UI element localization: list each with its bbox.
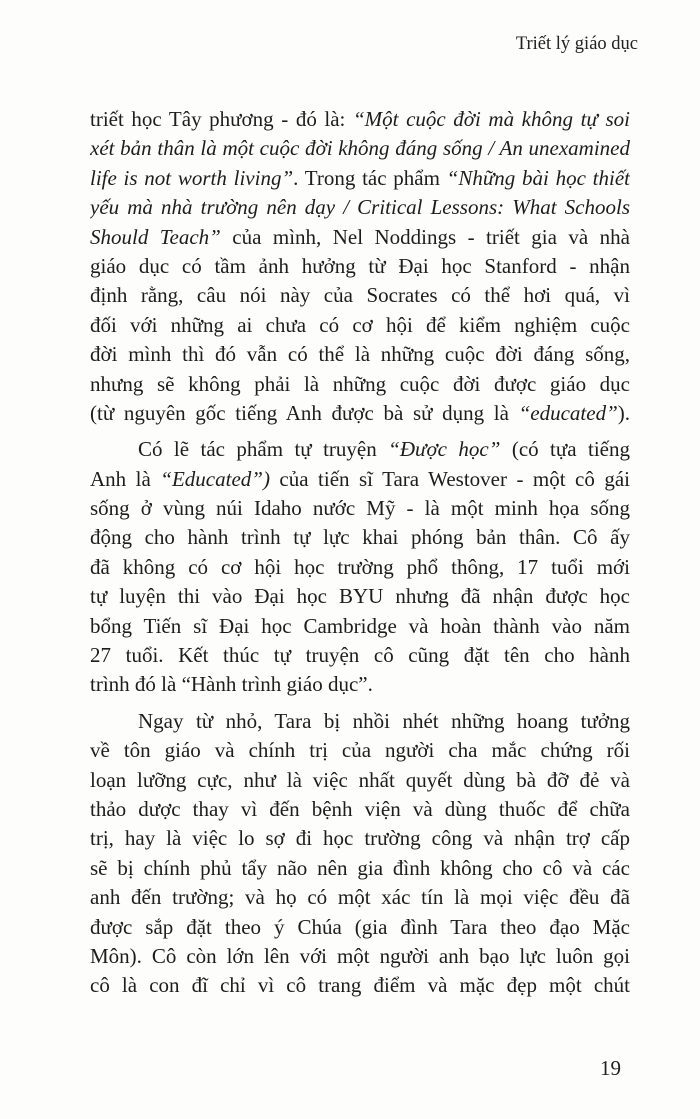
- text-line: [90, 465, 630, 494]
- italic-text: yếu mà nhà trường nên dạy / Critical Lessons: What Schools: [90, 195, 630, 220]
- text-line: [90, 707, 630, 736]
- text-run: loạn lưỡng cực, như là việc nhất quyết dùng bà đỡ đẻ và: [90, 767, 630, 792]
- text-line: [90, 105, 630, 134]
- text-run: của tiến sĩ Tara Westover - một cô gái: [269, 466, 630, 491]
- text-line: [90, 370, 630, 399]
- text-run: đối với những ai chưa có cơ hội để kiểm nghiệm cuộc: [90, 312, 630, 337]
- text-line: [90, 340, 630, 369]
- text-line: [90, 281, 630, 310]
- text-line: [90, 670, 630, 699]
- text-run: Có lẽ tác phẩm tự truyện: [138, 437, 389, 462]
- italic-text: life is not worth living”: [90, 165, 294, 190]
- paragraph: [90, 435, 630, 700]
- text-line: [90, 252, 630, 281]
- text-line: [90, 854, 630, 883]
- text-run: của mình, Nel Noddings - triết gia và nhà: [220, 224, 630, 249]
- text-line: [90, 193, 630, 222]
- italic-text: Should Teach”: [90, 224, 221, 249]
- text-run: bổng Tiến sĩ Đại học Cambridge và hoàn thành vào năm: [90, 613, 630, 638]
- text-line: [90, 399, 630, 428]
- text-run: đã không có cơ hội học trường phổ thông, 17 tuổi mới: [90, 554, 630, 579]
- text-line: [90, 223, 630, 252]
- text-line: [90, 435, 630, 464]
- text-run: thảo dược thay vì đến bệnh viện và dùng thuốc để chữa: [90, 796, 630, 821]
- text-run: Anh là: [90, 466, 161, 491]
- text-run: trình đó là “Hành trình giáo dục”.: [90, 672, 373, 697]
- page-number: 19: [600, 1056, 621, 1080]
- text-line: [90, 942, 630, 971]
- italic-text: xét bản thân là một cuộc đời không đáng sống / An unexamined: [90, 136, 630, 161]
- text-run: . Trong tác phẩm: [293, 165, 447, 190]
- paragraph: [90, 707, 630, 1001]
- text-run: trị, hay là việc lo sợ đi học trường công và nhận trợ cấp: [90, 826, 630, 851]
- italic-text: “Educated”): [160, 466, 270, 491]
- text-run: (có tựa tiếng: [500, 437, 630, 462]
- text-run: sống ở vùng núi Idaho nước Mỹ - là một minh họa sống: [90, 496, 630, 521]
- text-run: giáo dục có tầm ảnh hưởng từ Đại học Stanford - nhận: [90, 253, 630, 278]
- text-line: [90, 494, 630, 523]
- text-run: Ngay từ nhỏ, Tara bị nhồi nhét những hoang tưởng: [138, 708, 630, 733]
- text-line: [90, 553, 630, 582]
- text-run: được sắp đặt theo ý Chúa (gia đình Tara theo đạo Mặc: [90, 914, 630, 939]
- running-head-title: Triết lý giáo dục: [515, 34, 638, 54]
- italic-text: “Những bài học thiết: [446, 165, 630, 190]
- text-line: [90, 795, 630, 824]
- text-run: đời mình thì đó vẫn có thể là những cuộc đời đáng sống,: [90, 342, 630, 367]
- italic-text: “Một cuộc đời mà không tự soi: [352, 107, 630, 131]
- text-line: [90, 523, 630, 552]
- text-run: nhưng sẽ không phải là những cuộc đời được giáo dục: [90, 371, 630, 396]
- text-run: 27 tuổi. Kết thúc tự truyện cô cũng đặt tên cho hành: [90, 643, 630, 668]
- paragraph: [90, 105, 630, 428]
- text-run: sẽ bị chính phủ tẩy não nên gia đình không cho cô và các: [90, 855, 630, 880]
- text-line: [90, 883, 630, 912]
- text-line: [90, 766, 630, 795]
- body-text: [90, 105, 630, 1008]
- text-line: [90, 311, 630, 340]
- text-line: [90, 582, 630, 611]
- text-line: [90, 736, 630, 765]
- text-line: [90, 164, 630, 193]
- text-run: tự luyện thi vào Đại học BYU nhưng đã nhận được học: [90, 584, 630, 609]
- text-line: [90, 824, 630, 853]
- text-run: cô là con đĩ chỉ vì cô trang điểm và mặc đẹp một chút: [90, 973, 630, 998]
- text-run: về tôn giáo và chính trị của người cha mắc chứng rối: [90, 738, 630, 763]
- italic-text: “Được học”: [388, 437, 501, 462]
- text-run: ).: [617, 400, 630, 425]
- text-run: (từ nguyên gốc tiếng Anh được bà sử dụng là: [90, 400, 519, 425]
- text-line: [90, 134, 630, 163]
- text-run: động cho hành trình tự lực khai phóng bản thân. Cô ấy: [90, 525, 630, 550]
- text-line: [90, 913, 630, 942]
- text-line: [90, 612, 630, 641]
- text-run: Môn). Cô còn lớn lên với một người anh bạo lực luôn gọi: [90, 943, 630, 968]
- text-line: [90, 641, 630, 670]
- text-run: định rằng, câu nói này của Socrates có thể hơi quá, vì: [90, 283, 630, 308]
- text-run: anh đến trường; và họ có một xác tín là mọi việc đều đã: [90, 885, 630, 910]
- text-run: triết học Tây phương - đó là:: [90, 107, 353, 131]
- italic-text: “educated”: [518, 400, 618, 425]
- text-line: [90, 971, 630, 1000]
